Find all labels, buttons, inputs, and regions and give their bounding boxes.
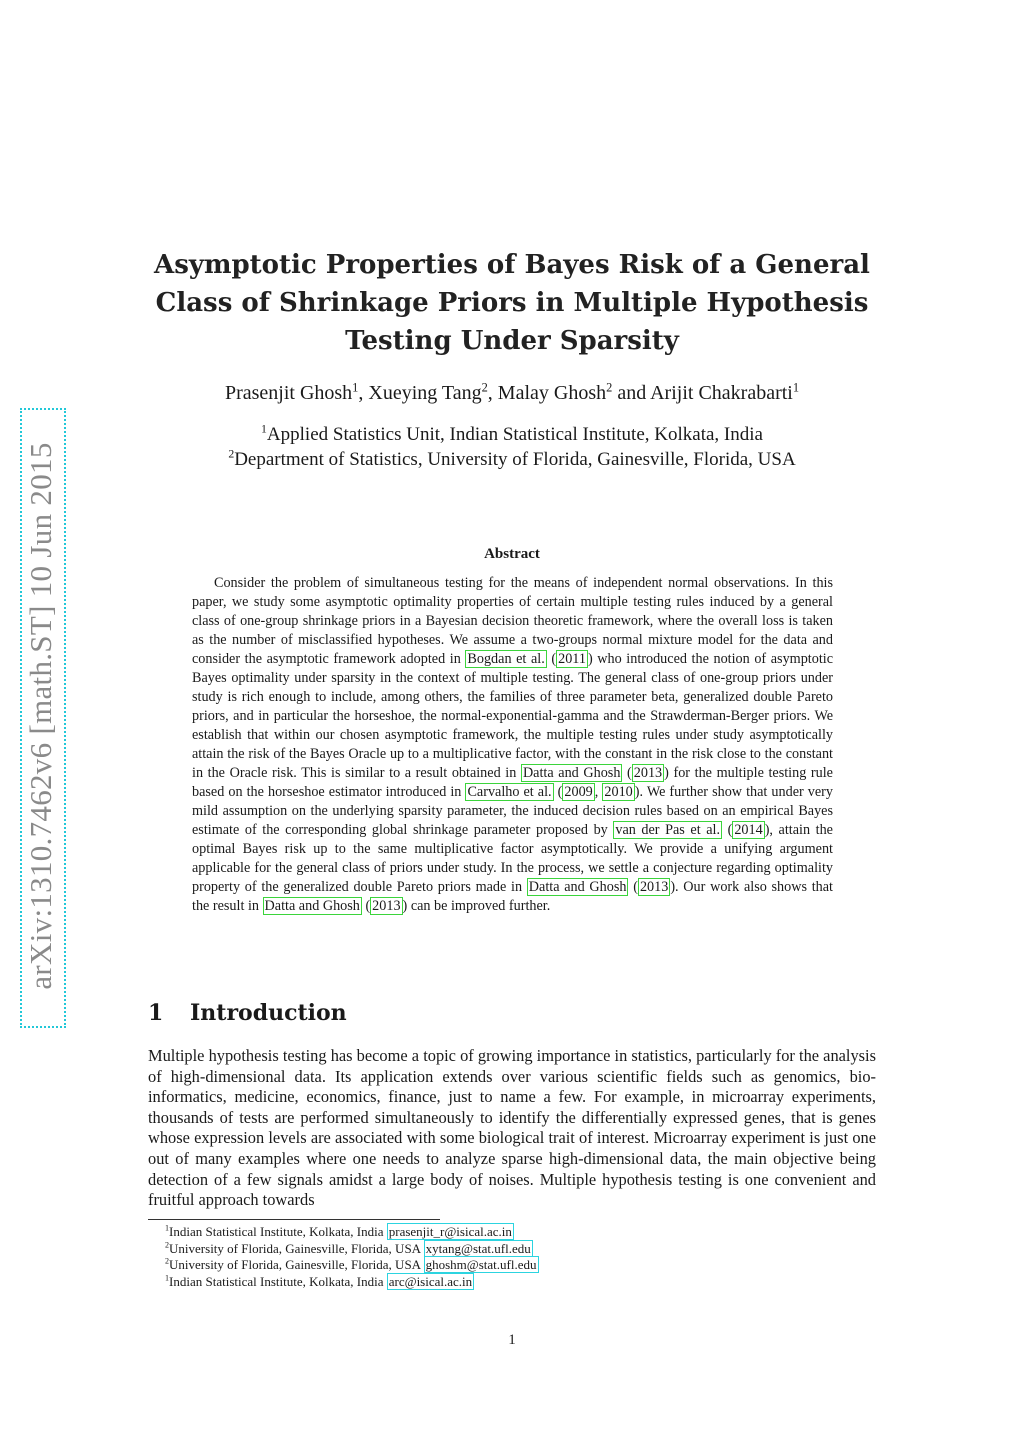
title-line: Class of Shrinkage Priors in Multiple Hypothesis [155, 288, 869, 318]
footnote [165, 1274, 865, 1291]
footnote-mark: 1 [165, 1223, 170, 1233]
affiliation-line [148, 447, 876, 472]
citation-link[interactable]: Datta and Ghosh [264, 898, 360, 914]
arxiv-stamp[interactable] [20, 408, 66, 1028]
citation-year-link[interactable]: 2010 [604, 784, 633, 800]
abstract-text: ) for the multiple testing rule based on the horseshoe estimator introduced in [192, 765, 833, 800]
footnote [165, 1257, 865, 1274]
author-name: Prasenjit Ghosh [224, 382, 353, 404]
affiliation-text: Applied Statistics Unit, Indian Statistical Institute, Kolkata, India [266, 424, 763, 445]
paper-title [148, 246, 876, 360]
affiliation-mark: 1 [261, 422, 267, 436]
abstract-body: Consider the problem of simultaneous testing for the means of independent normal observations. In this paper, we study some asymptotic optimality properties of certain multiple testing rules induced by a general class of one-group shrinkage priors in a Bayesian decision theoretic framework, where the overall loss is taken as the number of misclassified hypotheses. We assume a two-groups normal mixture model for the data and consider the asymptotic framework adopted in Bogdan et al. ( 2011 ) who introduced the notion of asymptotic Bayes optimality under sparsity in the context of multiple testing. The general class of one-group priors under study is rich enough to include, among others, the families of three parameter beta, generalized double Pareto priors, and in particular the horseshoe, the normal-exponential-gamma and the Strawderman-Berger priors. We establish that within our chosen asymptotic framework, the multiple testing rules under study asymptotically attain the risk of the Bayes Oracle up to a multiplicative factor, with the constant in the risk close to the constant in the Oracle risk. This is similar to a result obtained in Datta and Ghosh ( 2013 ) for the multiple testing rule based on the horseshoe estimator introduced in Carvalho et al. ( 2009 , 2010 ). We further show that under very mild assumption on the underlying sparsity parameter, the induced decision rules based on an empirical Bayes estimate of the corresponding global shrinkage parameter proposed by van der Pas et al. ( 2014 ), attain the optimal Bayes risk up to the same multiplicative factor asymptotically. We provide a unifying argument applicable for the general class of priors under study. In the process, we settle a conjecture regarding optimality property of the generalized double Pareto priors made in Datta and Ghosh ( 2013 ). Our work also shows that the result in Datta and Ghosh ( 2013 ) can be improved further. [192, 575, 834, 914]
author-affil-mark: 2 [606, 380, 613, 395]
affiliation-line [148, 422, 876, 447]
footnote-rule [148, 1219, 440, 1220]
footnote-mark: 2 [165, 1240, 170, 1250]
intro-paragraph: Multiple hypothesis testing has become a topic of growing importance in statistics, particularly for the analysis of high-dimensional data. Its application extends over various scientific fields such as genomics, bio-informatics, medicine, economics, finance, just to name a few. For example, in microarray experiments, thousands of tests are performed simultaneously to identify the differentially expressed genes, that is genes whose expression levels are associated with some biological trait of interest. Microarray experiment is just one out of many examples where one needs to analyze sparse high-dimensional data, the main objective being detection of a few signals amidst a large body of noises. Multiple hypothesis testing is one convenient and fruitful approach towards [148, 1046, 876, 1210]
footnotes [165, 1224, 865, 1290]
author-separator: , [487, 382, 498, 404]
author-name: Arijit Chakrabarti [650, 382, 793, 404]
author-affil-mark: 1 [792, 380, 800, 395]
citation-year-link[interactable]: 2013 [633, 765, 663, 781]
citation-link[interactable]: Datta and Ghosh [522, 765, 621, 781]
arxiv-stamp-text: arXiv:1310.7462v6 [math.ST] 10 Jun 2015 [23, 442, 58, 990]
email-link[interactable]: ghoshm@stat.ufl.edu [425, 1257, 537, 1272]
footnote [165, 1224, 865, 1241]
affiliation-text: Department of Statistics, University of Florida, Gainesville, Florida, USA [234, 449, 796, 470]
abstract-text: ). Our work also shows that the result in [192, 879, 833, 914]
citation-link[interactable]: Bogdan et al. [467, 651, 545, 667]
citation-year-link[interactable]: 2013 [639, 879, 669, 895]
citation-year-link[interactable]: 2009 [564, 784, 593, 800]
footnote-text: Indian Statistical Institute, Kolkata, India [169, 1224, 387, 1239]
citation-link[interactable]: Datta and Ghosh [528, 879, 627, 895]
email-link[interactable]: prasenjit_r@isical.ac.in [388, 1224, 512, 1239]
footnote-text: Indian Statistical Institute, Kolkata, India [169, 1273, 387, 1289]
author-affil-mark: 1 [352, 380, 359, 395]
footnote-text: University of Florida, Gainesville, Florida, USA [169, 1257, 424, 1272]
email-link[interactable]: arc@isical.ac.in [388, 1273, 473, 1289]
author-separator: , [358, 382, 369, 404]
abstract-text: ) can be improved further. [402, 898, 551, 914]
citation-year-link[interactable]: 2014 [734, 822, 763, 838]
title-line: Testing Under Sparsity [345, 326, 679, 356]
footnote-text: University of Florida, Gainesville, Florida, USA [169, 1240, 424, 1256]
abstract-text: Consider the problem of simultaneous testing for the means of independent normal observations. In this paper, we study some asymptotic optimality properties of certain multiple testing rules induced by a general class of one-group shrinkage priors in a Bayesian decision theoretic framework, where the overall loss is taken as the number of misclassified hypotheses. We assume a two-groups normal mixture model for the data and consider the asymptotic framework adopted in [192, 575, 833, 667]
author-separator: and [612, 382, 651, 404]
author-affil-mark: 2 [481, 380, 488, 395]
section-number: 1 [148, 1000, 164, 1026]
page-number: 1 [508, 1332, 516, 1348]
email-link[interactable]: xytang@stat.ufl.edu [425, 1240, 531, 1256]
author-list [148, 380, 876, 406]
abstract-text: ), attain the optimal Bayes risk up to the same multiplicative factor asymptotically. We provide a unifying argument applicable for the general class of priors under study. In the process, we settle a conjecture regarding optimality property of the generalized double Pareto priors made in [192, 822, 833, 895]
citation-year-link[interactable]: 2013 [372, 898, 401, 914]
section-title: Introduction [190, 1000, 347, 1026]
footnote-mark: 1 [165, 1273, 170, 1283]
citation-link[interactable]: van der Pas et al. [615, 822, 721, 838]
footnote-mark: 2 [165, 1256, 170, 1266]
affiliation-mark: 2 [228, 447, 235, 461]
footnote [165, 1241, 865, 1258]
section-heading [148, 998, 876, 1028]
author-name: Xueying Tang [368, 382, 482, 404]
author-name: Malay Ghosh [497, 382, 607, 404]
affiliations [148, 422, 876, 472]
citation-year-link[interactable]: 2011 [558, 651, 586, 667]
citation-link[interactable]: Carvalho et al. [467, 784, 552, 800]
title-line: Asymptotic Properties of Bayes Risk of a General [154, 250, 870, 280]
abstract-text: ). We further show that under very mild assumption on the underlying sparsity parameter, the induced decision rules based on an empirical Bayes estimate of the corresponding global shrinkage parameter proposed by [192, 784, 833, 838]
abstract-heading: Abstract [484, 546, 540, 562]
abstract-text: ) who introduced the notion of asymptotic Bayes optimality under sparsity in the context of multiple testing. The general class of one-group priors under study is rich enough to include, among others, the families of three parameter beta, generalized double Pareto priors, and in particular the horseshoe, the normal-exponential-gamma and the Strawderman-Berger priors. We establish that within our chosen asymptotic framework, the multiple testing rules under study asymptotically attain the risk of the Bayes Oracle up to a multiplicative factor, with the constant in the risk close to the constant in the Oracle risk. This is similar to a result obtained in [192, 651, 834, 781]
